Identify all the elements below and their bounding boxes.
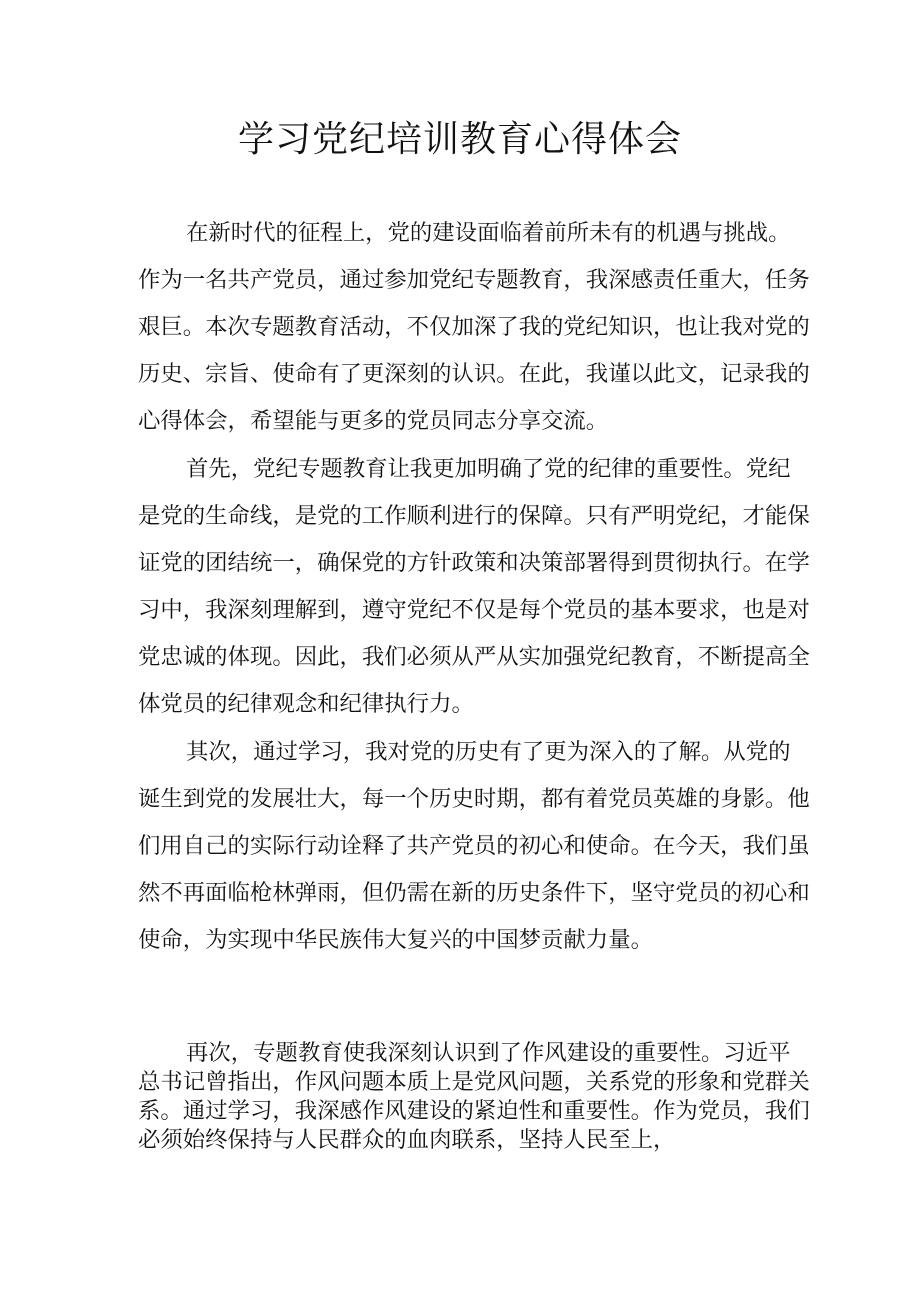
paragraph-history: 其次，通过学习，我对党的历史有了更为深入的了解。从党的诞生到党的发展壮大，每一个历史时期，都有着党员英雄的身影。他们用自己的实际行动诠释了共产党员的初心和使命。在今天，我们虽然不再面临枪林弹雨，但仍需在新的历史条件下，坚守党员的初心和使命，为实现中华民族伟大复兴的中国梦贡献力量。 xyxy=(138,739,810,953)
document-title: 学习党纪培训教育心得体会 xyxy=(237,119,682,160)
paragraph-work-style: 再次，专题教育使我深刻认识到了作风建设的重要性。习近平总书记曾指出，作风问题本质上是党风问题，关系党的形象和党群关系。通过学习，我深感作风建设的紧迫性和重要性。作为党员，我们必须始终保持与人民群众的血肉联系，坚持人民至上， xyxy=(138,1040,810,1153)
paragraph-intro: 在新时代的征程上，党的建设面临着前所未有的机遇与挑战。作为一名共产党员，通过参加党纪专题教育，我深感责任重大，任务艰巨。本次专题教育活动，不仅加深了我的党纪知识，也让我对党的历史、宗旨、使命有了更深刻的认识。在此，我谨以此文，记录我的心得体会，希望能与更多的党员同志分享交流。 xyxy=(138,220,810,434)
paragraph-discipline: 首先，党纪专题教育让我更加明确了党的纪律的重要性。党纪是党的生命线，是党的工作顺利进行的保障。只有严明党纪，才能保证党的团结统一，确保党的方针政策和决策部署得到贯彻执行。在学习中，我深刻理解到，遵守党纪不仅是每个党员的基本要求，也是对党忠诚的体现。因此，我们必须从严从实加强党纪教育，不断提高全体党员的纪律观念和纪律执行力。 xyxy=(138,456,810,717)
